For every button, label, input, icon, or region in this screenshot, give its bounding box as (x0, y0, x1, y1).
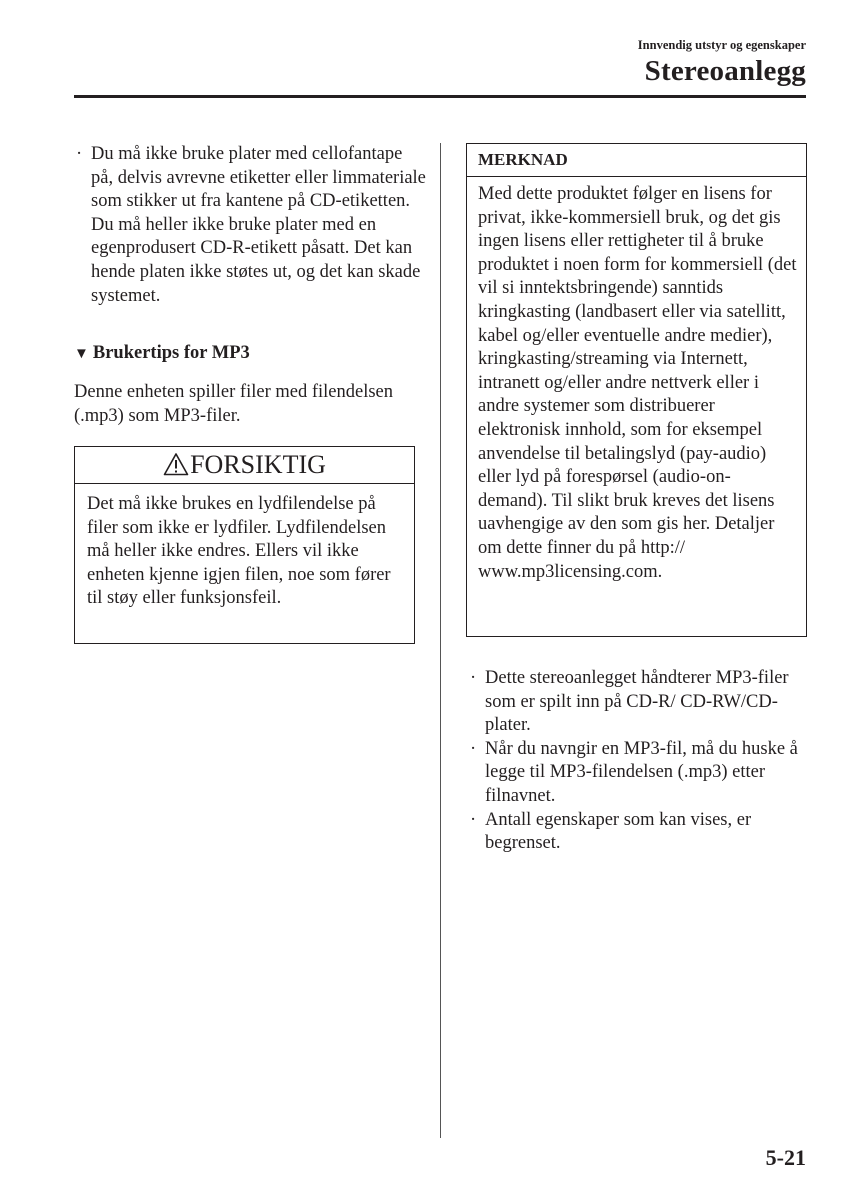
bullet-item (76, 143, 426, 308)
note-title: MERKNAD (467, 144, 806, 177)
column-divider (440, 143, 441, 1138)
bullet-text: Når du navngir en MP3-fil, må du huske å legge til MP3-filendelsen (.mp3) etter filnavnet. (485, 738, 798, 806)
caution-title: FORSIKTIG (190, 450, 326, 479)
paragraph: Denne enheten spiller filer med filendelsen (.mp3) som MP3-filer. (74, 382, 393, 426)
bullet-dot: · (76, 144, 83, 164)
bullet-text: Dette stereoanlegget håndterer MP3-filer som er spilt inn på CD-R/ CD-RW/CD-plater. (485, 668, 789, 736)
bullet-text: Du må ikke bruke plater med cellofantape på, delvis avrevne etiketter eller limmateriale som stikker ut fra kantene på CD-etiketten. Du må heller ikke bruke plater med en egenprodusert CD-R-etikett påsatt. Det kan hende platen ikke støtes ut, og det kan skade systemet. (91, 144, 426, 306)
header-rule (74, 95, 806, 98)
caution-header (75, 447, 414, 484)
bullet-item (470, 738, 808, 809)
bullet-dot: · (470, 668, 477, 688)
caution-box (74, 446, 415, 644)
bullet-text: Antall egenskaper som kan vises, er begrenset. (485, 809, 752, 854)
warning-icon (163, 452, 189, 476)
caution-text: Det må ikke brukes en lydfilendelse på filer som ikke er lydfiler. Lydfilendelsen må heller ikke endres. Ellers vil ikke enheten kjenne igjen filen, noe som fører til støy eller funksjonsfeil. (87, 494, 391, 609)
bullet-list (470, 667, 808, 856)
section-heading-label: Brukertips for MP3 (92, 343, 250, 363)
bullet-item (470, 809, 808, 856)
page-title: Stereoanlegg (644, 55, 806, 87)
bullet-dot: · (470, 809, 477, 830)
bullet-dot: · (470, 738, 477, 759)
section-header: Innvendig utstyr og egenskaper (637, 38, 806, 52)
bullet-item (470, 667, 808, 738)
note-box (466, 143, 807, 637)
section-heading (74, 343, 250, 364)
note-text: Med dette produktet følger en lisens for privat, ikke-kommersiell bruk, og det gis ingen lisens eller rettigheter til å bruke produktet i noen form for kommersiell (det vil si inntektsbringende) sanntids kringkasting (landbasert eller via satellitt, kabel og/eller eventuelle andre medier), kringkasting/streaming via Internett, intranett og/eller andre nettverk eller i andre systemer som distribuerer elektronisk innhold, som for eksempel anvendelse til betalingslyd (pay-audio) eller lyd på forespørsel (audio-on-demand). Til slikt bruk kreves det lisens uavhengige av den som gis her. Detaljer om dette finner du på http:// www.mp3licensing.com. (478, 184, 797, 582)
page-number: 5-21 (765, 1145, 806, 1170)
triangle-down-icon: ▼ (74, 346, 89, 362)
